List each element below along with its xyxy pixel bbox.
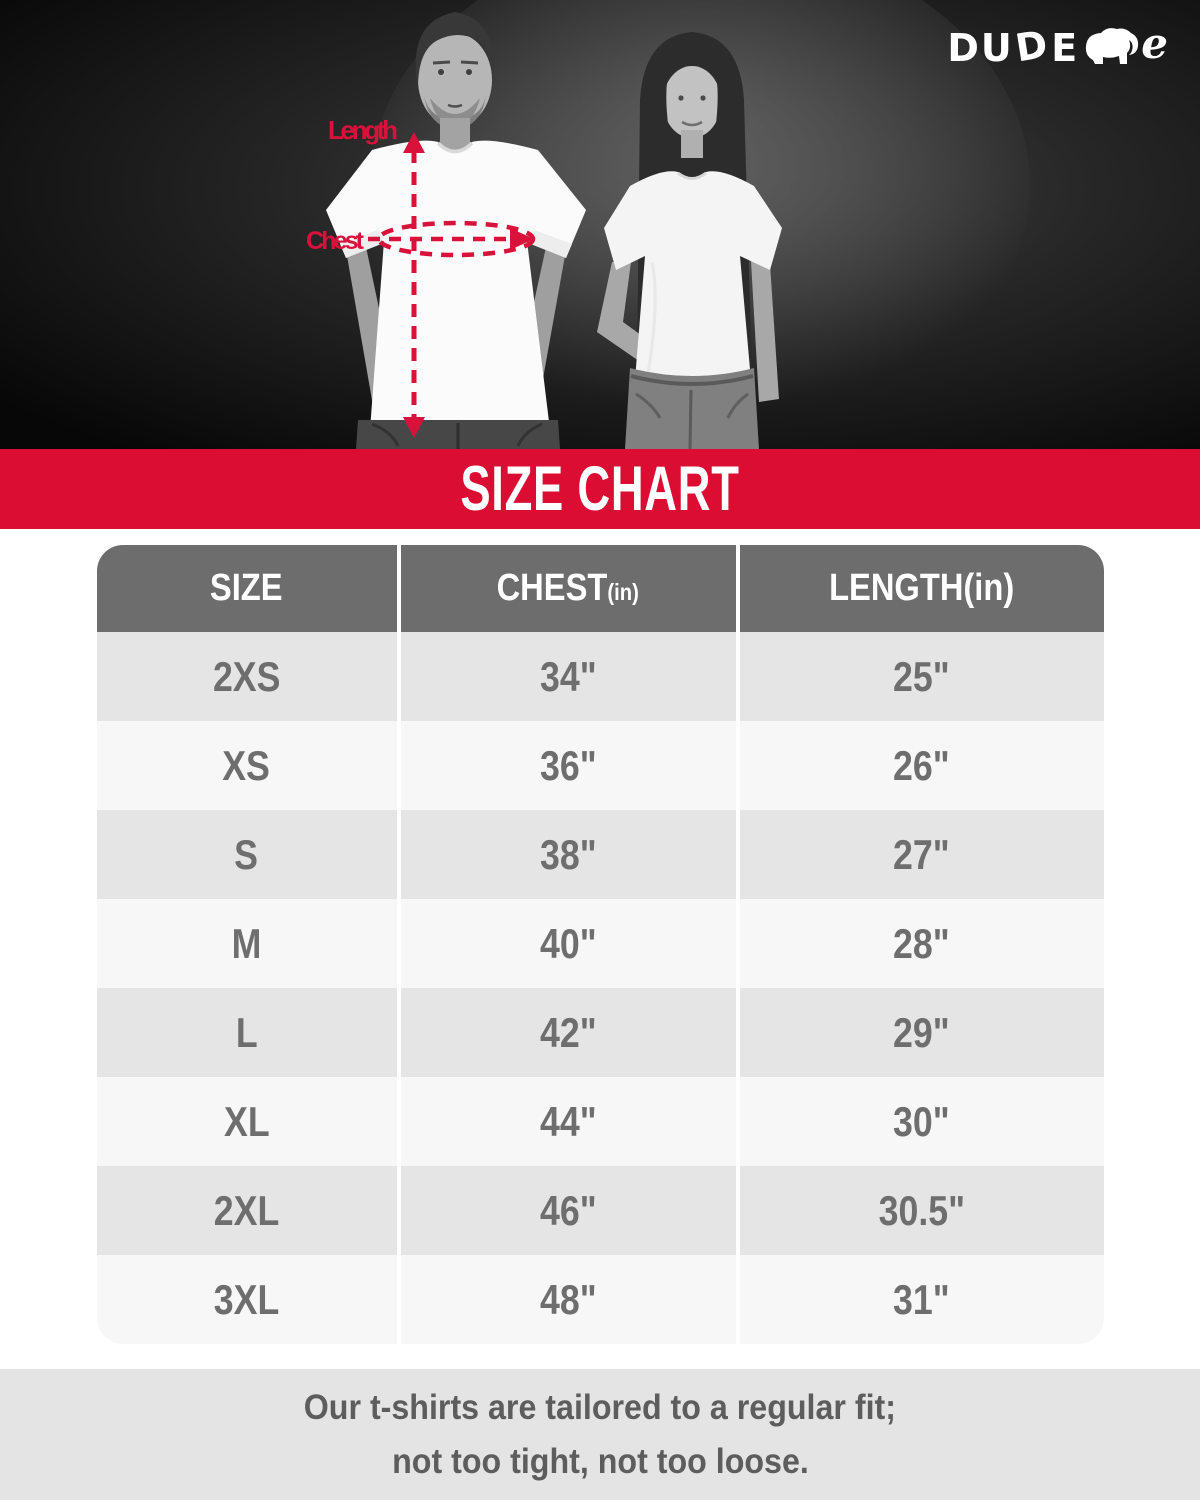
table-row-2xs-length: 25" (740, 632, 1104, 721)
table-row-3xl-chest: 48" (401, 1255, 736, 1344)
table-row-s-chest: 38" (401, 810, 736, 899)
table-row-xs-size: XS (97, 721, 397, 810)
table-row-2xl-chest: 46" (401, 1166, 736, 1255)
logo-text-script-e: e (1141, 19, 1168, 68)
table-row-s-length: 27" (740, 810, 1104, 899)
table-row-xl-length: 30" (740, 1077, 1104, 1166)
chest-label: Chest (306, 227, 364, 255)
table-row-2xl-size: 2XL (97, 1166, 397, 1255)
fit-note-line2: not too tight, not too loose. (391, 1441, 809, 1481)
table-row-3xl-length: 31" (740, 1255, 1104, 1344)
header-chest: CHEST(in) (401, 545, 736, 632)
table-row-m-size: M (97, 899, 397, 988)
header-length: LENGTH(in) (740, 545, 1104, 632)
table-row-xl-size: XL (97, 1077, 397, 1166)
table-row-l-chest: 42" (401, 988, 736, 1077)
table-row-m-length: 28" (740, 899, 1104, 988)
header-size: SIZE (97, 545, 397, 632)
logo-text-tilted-d: D (1012, 21, 1053, 71)
hero-photo-section (0, 0, 1200, 449)
table-row-2xl-length: 30.5" (740, 1166, 1104, 1255)
banner-title: SIZE CHART (460, 453, 740, 524)
table-row-xl-chest: 44" (401, 1077, 736, 1166)
table-row-l-length: 29" (740, 988, 1104, 1077)
table-row-xs-length: 26" (740, 721, 1104, 810)
size-table-grid (97, 545, 1104, 1344)
logo-text-e: E (1051, 26, 1080, 70)
elephant-icon (1083, 26, 1141, 70)
header-chest-unit: (in) (607, 579, 640, 605)
logo-text-du: DU (947, 26, 1014, 70)
table-row-2xs-chest: 34" (401, 632, 736, 721)
table-row-l-size: L (97, 988, 397, 1077)
table-row-s-size: S (97, 810, 397, 899)
fit-note-line1: Our t-shirts are tailored to a regular fit; (303, 1388, 897, 1428)
brand-logo (947, 19, 1168, 71)
table-row-3xl-size: 3XL (97, 1255, 397, 1344)
length-label: Length (328, 115, 398, 145)
table-row-xs-chest: 36" (401, 721, 736, 810)
fit-note (0, 1369, 1200, 1500)
table-row-2xs-size: 2XS (97, 632, 397, 721)
size-table (97, 545, 1104, 1344)
size-chart-banner (0, 449, 1200, 529)
table-row-m-chest: 40" (401, 899, 736, 988)
